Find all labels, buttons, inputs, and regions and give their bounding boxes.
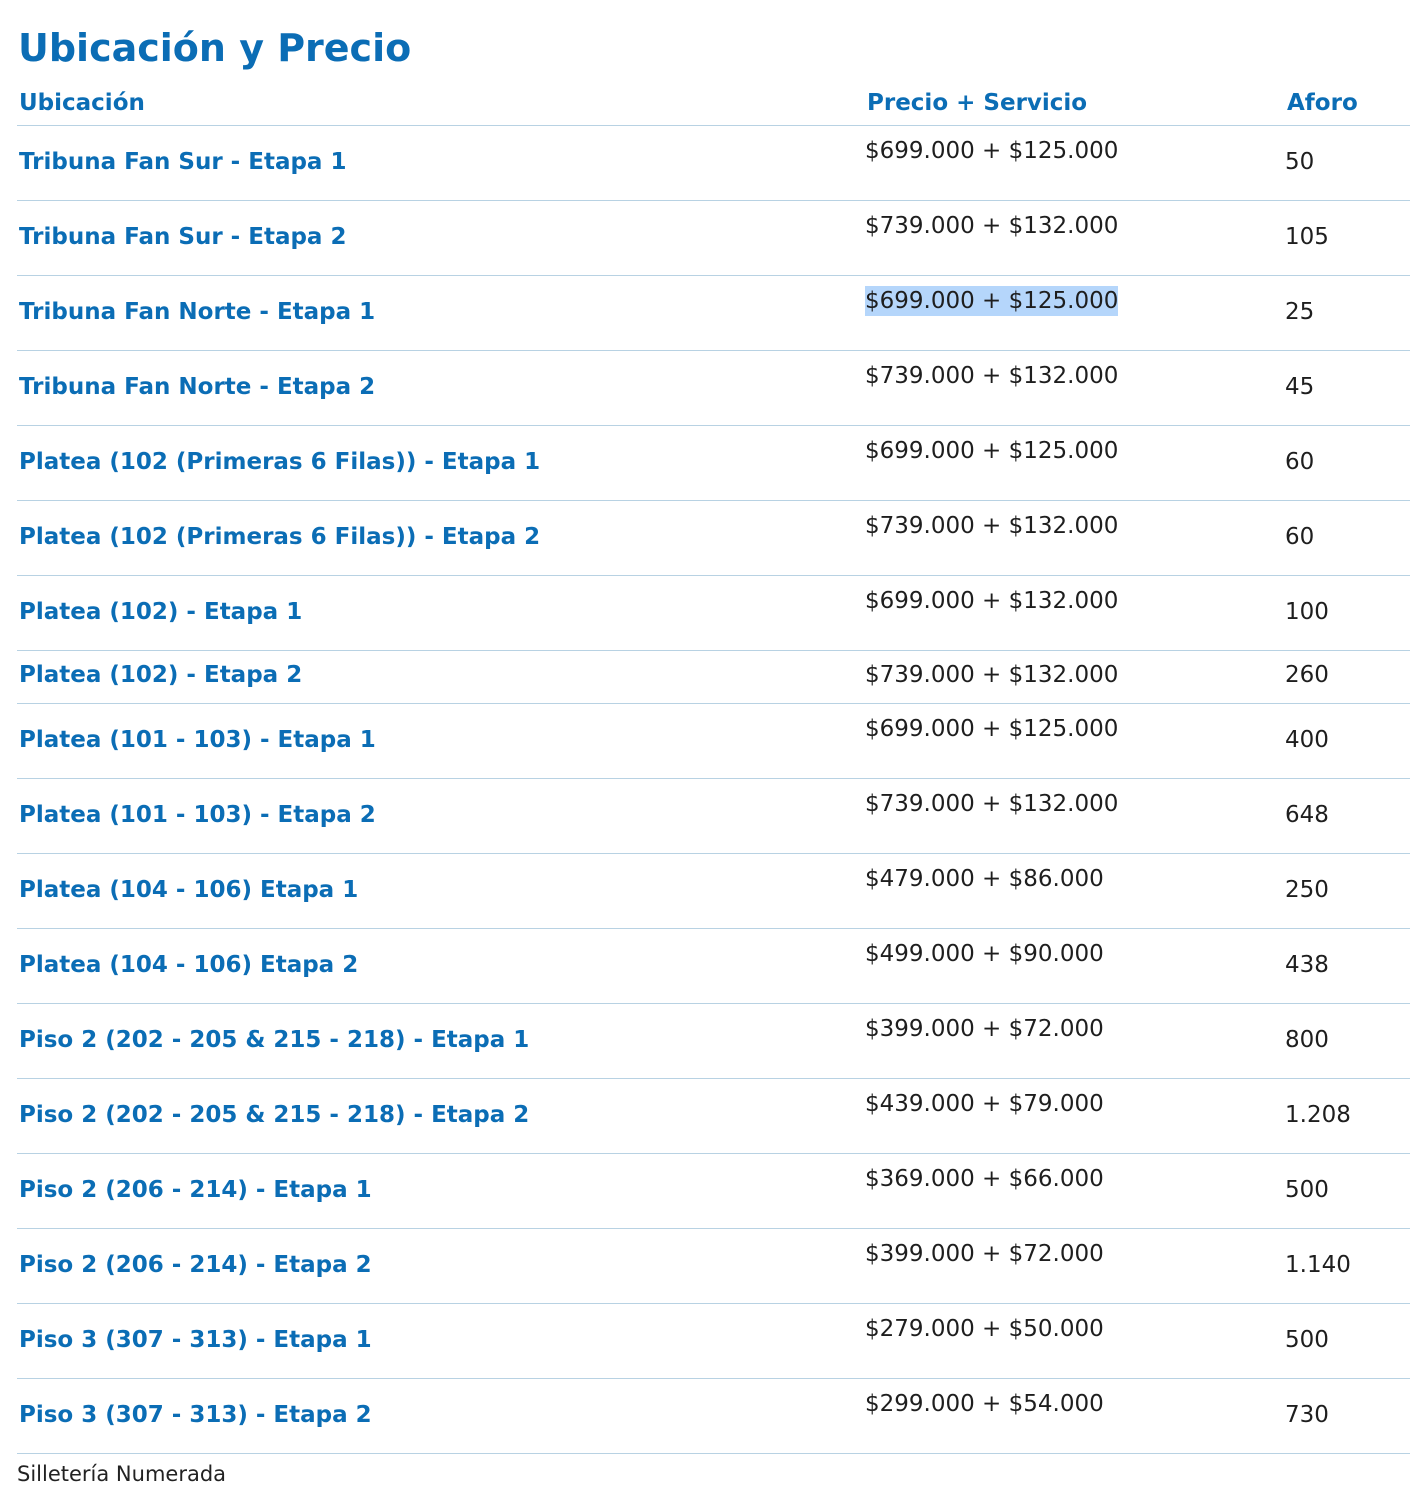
row-capacity: 25 — [1285, 299, 1315, 325]
table-row — [17, 126, 1410, 201]
row-capacity: 730 — [1285, 1402, 1329, 1428]
table-row — [17, 576, 1410, 651]
table-row — [17, 351, 1410, 426]
row-location: Tribuna Fan Norte - Etapa 1 — [19, 299, 376, 325]
row-capacity: 105 — [1285, 224, 1329, 250]
row-location: Platea (102 (Primeras 6 Filas)) - Etapa 1 — [19, 449, 541, 475]
row-price[interactable]: $369.000 + $66.000 — [865, 1166, 1104, 1192]
row-price-selected-text[interactable]: $699.000 + $125.000 — [865, 288, 1119, 314]
row-location: Piso 2 (206 - 214) - Etapa 1 — [19, 1177, 372, 1203]
pricing-table — [17, 84, 1410, 1454]
row-price[interactable]: $699.000 + $125.000 — [865, 716, 1119, 742]
row-price[interactable]: $699.000 + $125.000 — [865, 138, 1119, 164]
row-price[interactable]: $739.000 + $132.000 — [865, 213, 1119, 239]
row-capacity: 50 — [1285, 149, 1315, 175]
row-price[interactable]: $739.000 + $132.000 — [865, 662, 1119, 688]
row-price[interactable]: $499.000 + $90.000 — [865, 941, 1104, 967]
row-location: Platea (101 - 103) - Etapa 2 — [19, 802, 376, 828]
row-capacity: 260 — [1285, 662, 1329, 688]
row-capacity: 800 — [1285, 1027, 1329, 1053]
row-location: Piso 2 (206 - 214) - Etapa 2 — [19, 1252, 372, 1278]
row-capacity: 400 — [1285, 727, 1329, 753]
table-row — [17, 276, 1410, 351]
row-capacity: 250 — [1285, 877, 1329, 903]
row-location: Platea (102) - Etapa 2 — [19, 662, 303, 688]
table-row — [17, 1379, 1410, 1454]
row-capacity: 100 — [1285, 599, 1329, 625]
row-capacity: 45 — [1285, 374, 1315, 400]
row-price[interactable]: $399.000 + $72.000 — [865, 1241, 1104, 1267]
row-location: Platea (102 (Primeras 6 Filas)) - Etapa 2 — [19, 524, 541, 550]
row-price[interactable]: $739.000 + $132.000 — [865, 363, 1119, 389]
page-title: Ubicación y Precio — [18, 26, 412, 70]
row-capacity: 500 — [1285, 1177, 1329, 1203]
table-row — [17, 201, 1410, 276]
row-location: Piso 2 (202 - 205 & 215 - 218) - Etapa 1 — [19, 1027, 530, 1053]
table-row — [17, 929, 1410, 1004]
row-price[interactable]: $739.000 + $132.000 — [865, 791, 1119, 817]
table-row — [17, 1004, 1410, 1079]
row-capacity: 60 — [1285, 524, 1315, 550]
row-location: Piso 2 (202 - 205 & 215 - 218) - Etapa 2 — [19, 1102, 530, 1128]
row-location: Piso 3 (307 - 313) - Etapa 2 — [19, 1402, 372, 1428]
row-location: Platea (101 - 103) - Etapa 1 — [19, 727, 376, 753]
table-row — [17, 501, 1410, 576]
row-location: Platea (104 - 106) Etapa 1 — [19, 877, 359, 903]
table-row — [17, 1304, 1410, 1379]
row-location: Piso 3 (307 - 313) - Etapa 1 — [19, 1327, 372, 1353]
row-location: Tribuna Fan Sur - Etapa 2 — [19, 224, 347, 250]
header-capacity: Aforo — [1287, 90, 1358, 116]
row-price[interactable]: $479.000 + $86.000 — [865, 866, 1104, 892]
table-row — [17, 1154, 1410, 1229]
row-location: Tribuna Fan Sur - Etapa 1 — [19, 149, 347, 175]
row-price[interactable]: $439.000 + $79.000 — [865, 1091, 1104, 1117]
row-price[interactable]: $699.000 + $132.000 — [865, 588, 1119, 614]
table-row — [17, 779, 1410, 854]
row-price[interactable]: $399.000 + $72.000 — [865, 1016, 1104, 1042]
table-row — [17, 1079, 1410, 1154]
row-capacity: 648 — [1285, 802, 1329, 828]
row-location: Tribuna Fan Norte - Etapa 2 — [19, 374, 376, 400]
row-price[interactable]: $699.000 + $125.000 — [865, 438, 1119, 464]
table-row — [17, 854, 1410, 929]
row-capacity: 1.208 — [1285, 1102, 1351, 1128]
row-price[interactable]: $279.000 + $50.000 — [865, 1316, 1104, 1342]
row-location: Platea (104 - 106) Etapa 2 — [19, 952, 359, 978]
header-location: Ubicación — [19, 90, 145, 116]
table-row — [17, 426, 1410, 501]
row-capacity: 60 — [1285, 449, 1315, 475]
row-capacity: 438 — [1285, 952, 1329, 978]
table-row — [17, 1229, 1410, 1304]
table-header — [17, 84, 1410, 126]
header-price: Precio + Servicio — [867, 90, 1088, 116]
seating-note: Silletería Numerada — [17, 1462, 227, 1486]
row-price[interactable]: $299.000 + $54.000 — [865, 1391, 1104, 1417]
table-row — [17, 651, 1410, 704]
row-capacity: 500 — [1285, 1327, 1329, 1353]
row-price[interactable]: $739.000 + $132.000 — [865, 513, 1119, 539]
row-capacity: 1.140 — [1285, 1252, 1351, 1278]
table-row — [17, 704, 1410, 779]
row-location: Platea (102) - Etapa 1 — [19, 599, 303, 625]
